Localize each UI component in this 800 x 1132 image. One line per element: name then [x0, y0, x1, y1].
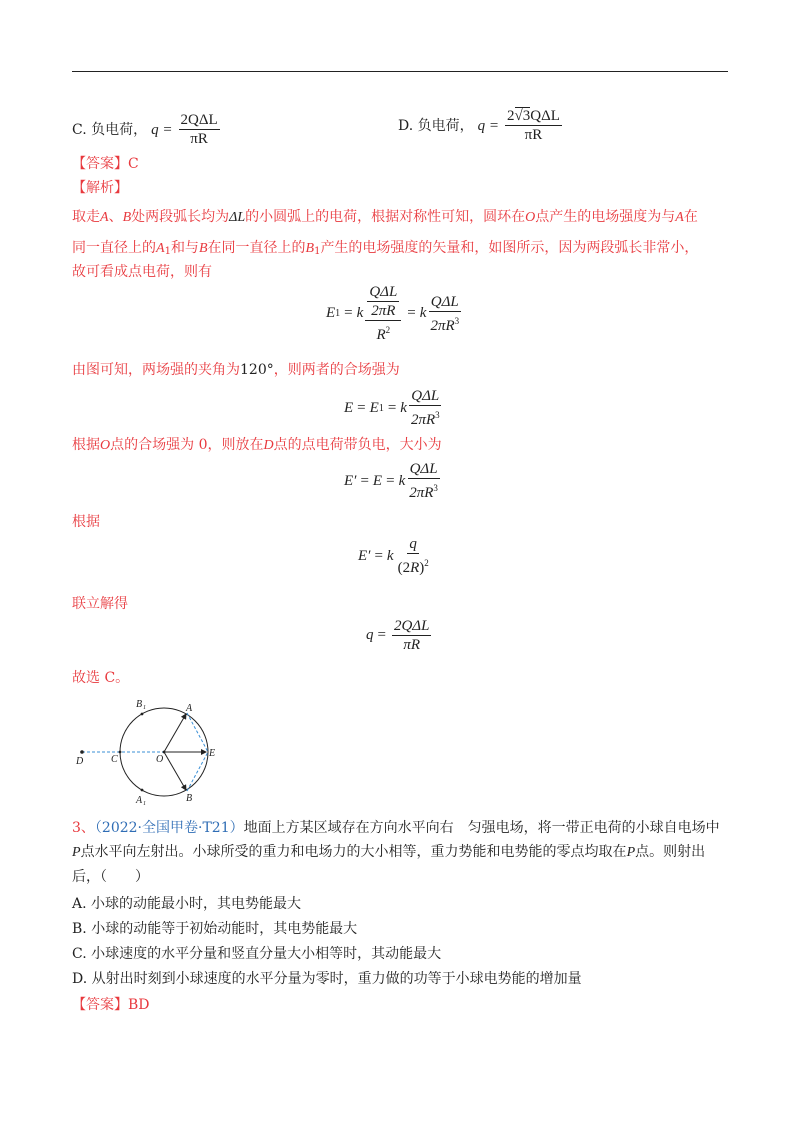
- label-e: E: [209, 748, 216, 759]
- equation-e1: E 1 = k $\frac{\frac{\text{QΔL}}{2\pi R}}{R^2}$ = k $\frac{\text{QΔL}}{2\pi R^3}$: [326, 284, 460, 343]
- question-3-line-3: 后，（ ）: [72, 869, 149, 885]
- label-d: D: [76, 756, 84, 767]
- analysis-line-6: 根据: [72, 514, 100, 530]
- option-d-formula: q = $\frac{\text{2√3QΔL}}{\pi R}$: [477, 108, 560, 143]
- label-b: B: [186, 793, 193, 804]
- option-a-q3: A. 小球的动能最小时，其电势能最大: [72, 896, 302, 912]
- option-c: C. 负电荷， q = $\frac{\text{2QΔL}}{\pi R}$: [72, 112, 222, 147]
- option-c-q3: C. 小球速度的水平分量和竖直分量大小相等时，其动能最大: [72, 946, 442, 962]
- analysis-line-7: 联立解得: [72, 596, 128, 612]
- point-c: [119, 751, 122, 754]
- svg-text:1: 1: [143, 801, 146, 805]
- option-b-q3: B. 小球的动能等于初始动能时，其电势能最大: [72, 921, 358, 937]
- label-a: A: [186, 703, 193, 714]
- vector-ob: [164, 752, 186, 790]
- svg-text:1: 1: [143, 705, 146, 711]
- analysis-label: 【解析】: [72, 180, 128, 196]
- equation-e-prime: E′ = E = k $\frac{\text{QΔL}}{2\pi R^3}$: [344, 461, 438, 501]
- equation-e: E = E 1 = k $\frac{\text{QΔL}}{2\pi R^3}$: [344, 388, 440, 428]
- analysis-line-3: 故可看成点电荷，则有: [72, 264, 212, 280]
- question-3-line-2: P点水平向左射出。小球所受的重力和电场力的大小相等，重力势能和电势能的零点均取在P点。则射出: [72, 844, 706, 860]
- vector-oa: [164, 714, 186, 752]
- point-a1: [141, 789, 144, 792]
- label-b1: B: [136, 699, 143, 710]
- dashed-be: [187, 752, 208, 791]
- analysis-line-4: 由图可知，两场强的夹角为120°，则两者的合场强为: [72, 362, 400, 378]
- analysis-line-2: 同一直径上的$A_1$和与B在同一直径上的$B_1$产生的电场强度的矢量和，如图所示，因为两段弧长非常小，: [72, 240, 699, 257]
- header-rule: [72, 71, 728, 72]
- question-3-line-1: 3、（2022·全国甲卷·T21）地面上方某区域存在方向水平向右 匀强电场，将一带正电荷的小球自电场中: [72, 820, 720, 836]
- option-d-q3: D. 从射出时刻到小球速度的水平分量为零时，重力做的功等于小球电势能的增加量: [72, 971, 582, 987]
- equation-e-prime-q: E′ = k $\frac{q}{(2R)^2}$: [358, 536, 429, 576]
- equation-q: q = $\frac{\text{2QΔL}}{\pi R}$: [366, 618, 430, 653]
- point-b1: [141, 713, 144, 716]
- analysis-line-8: 故选 C。: [72, 670, 130, 686]
- analysis-line-5: 根据O点的合场强为 0，则放在D点的点电荷带负电，大小为: [72, 437, 442, 453]
- label-c: C: [111, 754, 118, 765]
- option-d: D. 负电荷， q = $\frac{\text{2√3QΔL}}{\pi R}$: [398, 108, 564, 143]
- ring-field-figure: [70, 695, 230, 805]
- dashed-ae: [187, 713, 208, 752]
- answer-line-1: 【答案】C: [72, 156, 139, 172]
- answer-line-3: 【答案】BD: [72, 997, 150, 1013]
- label-a1: A: [136, 795, 143, 805]
- analysis-line-1: 取走A、B处两段弧长均为ΔL的小圆弧上的电荷，根据对称性可知，圆环在O点产生的电场强度为与A在: [72, 209, 698, 225]
- option-c-formula: q = $\frac{\text{2QΔL}}{\pi R}$: [151, 112, 218, 147]
- label-o: O: [156, 754, 164, 765]
- point-d: [80, 750, 84, 754]
